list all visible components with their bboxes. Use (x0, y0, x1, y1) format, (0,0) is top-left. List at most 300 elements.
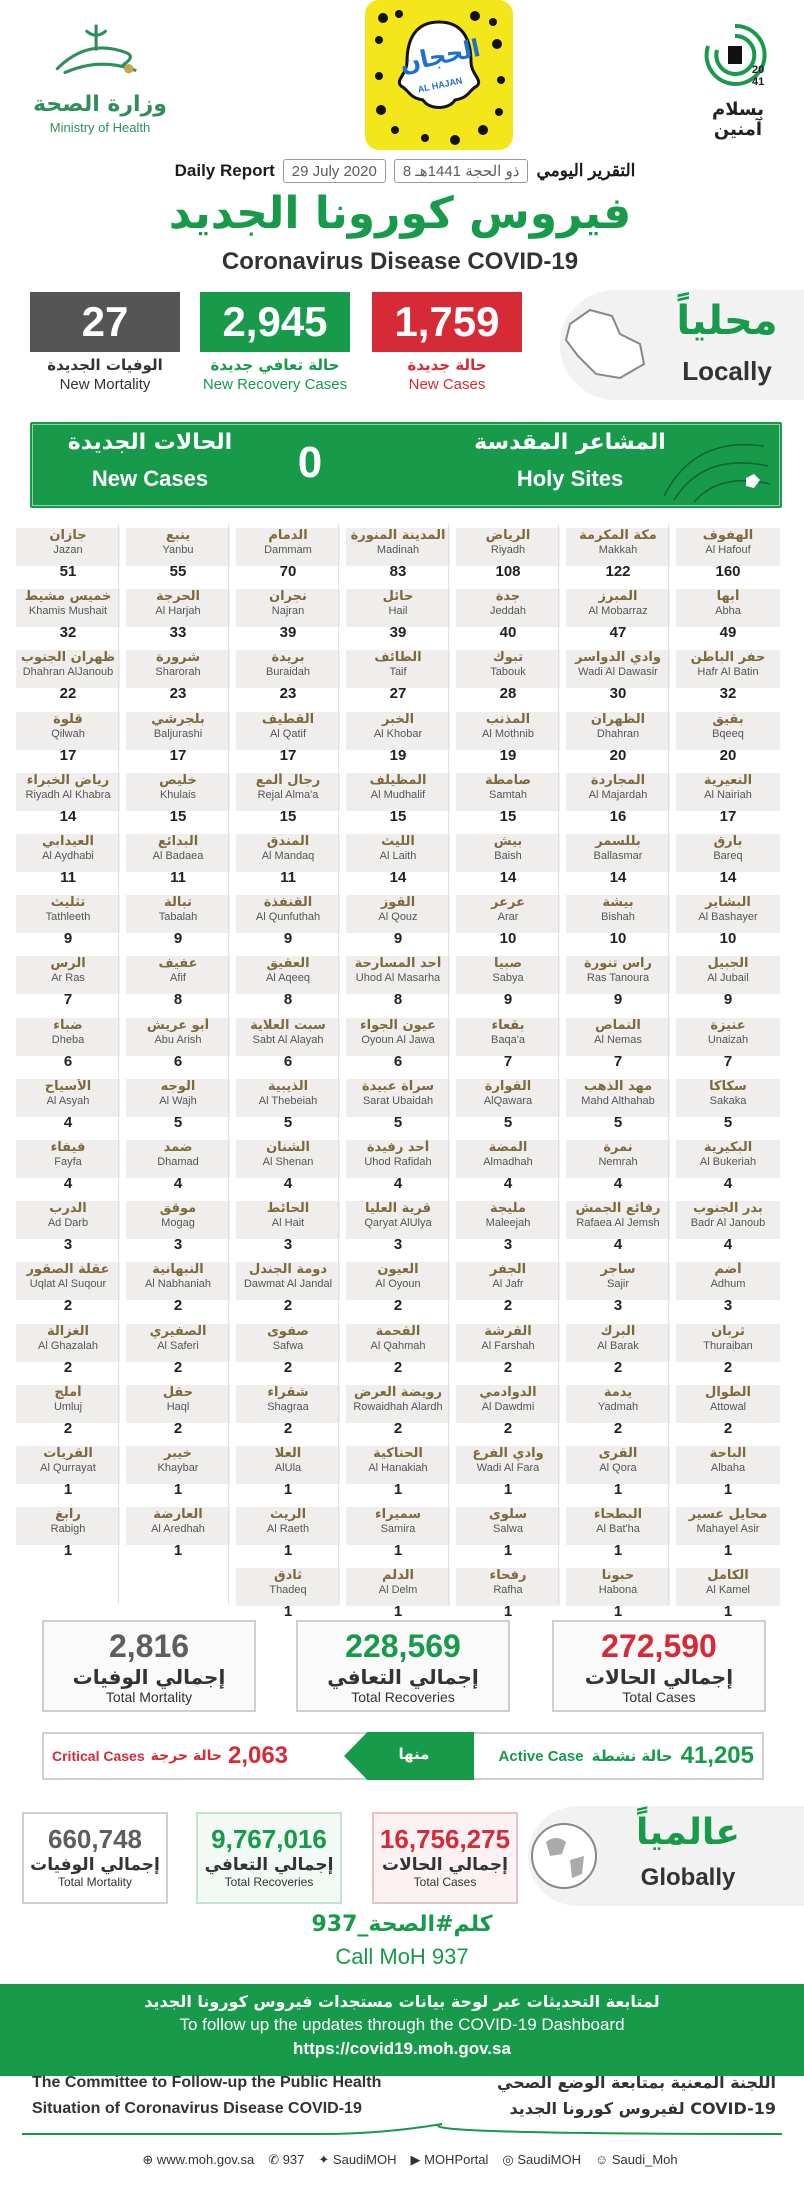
city-name-en: AlUla (274, 1462, 302, 1474)
city-case-count: 1 (393, 1542, 403, 1560)
city-case-count: 70 (279, 563, 297, 580)
city-cell-text (456, 1201, 560, 1254)
city-case-count: 1 (63, 1481, 73, 1498)
city-name-ar: بيش (493, 834, 523, 849)
city-name-ar: سكاكا (709, 1078, 747, 1094)
city-cell (16, 589, 120, 642)
city-case-count: 39 (279, 624, 297, 642)
city-name-en: Mahd Althahab (581, 1094, 655, 1107)
city-case-count: 14 (609, 869, 627, 886)
city-name-en: Al Hafouf (705, 544, 751, 556)
global-cases-en: Total Cases (413, 1875, 477, 1889)
city-cell (676, 773, 780, 826)
city-cell (16, 1446, 120, 1499)
city-cell-text (126, 1140, 230, 1193)
link-instagram[interactable]: ◎ SaudiMOH (502, 2152, 581, 2167)
city-name-ar: سراة عبيدة (361, 1078, 435, 1094)
city-name-en: Dhahran (596, 727, 640, 740)
city-name-ar: الظهران (590, 711, 646, 727)
city-case-count: 9 (613, 991, 623, 1009)
city-cell (456, 1385, 560, 1438)
moh-name-ar: وزارة الصحة (33, 92, 167, 117)
city-case-count: 47 (609, 624, 627, 642)
city-name-en: Al Qatif (269, 727, 307, 740)
city-name-en: Haql (166, 1400, 190, 1413)
city-case-count: 1 (393, 1603, 403, 1621)
total-mortality-en: Total Mortality (105, 1689, 193, 1705)
city-cell-text (236, 528, 340, 581)
city-cell-text (676, 1324, 780, 1377)
city-case-count: 2 (393, 1358, 403, 1376)
city-cell-text (456, 1079, 560, 1132)
city-cell-text (566, 956, 670, 1009)
city-cell-text (456, 1385, 560, 1438)
city-cell (346, 589, 450, 642)
city-name-ar: الباحة (709, 1446, 747, 1461)
city-cell-text (126, 528, 230, 581)
city-name-en: Salwa (493, 1523, 523, 1536)
city-name-ar: موقق (159, 1201, 197, 1217)
city-cell-text (346, 1324, 450, 1377)
city-case-count: 5 (613, 1113, 623, 1131)
city-name-en: Al Harjah (155, 605, 201, 618)
city-name-en: Al Khobar (373, 727, 423, 740)
city-name-en: Al Mobarraz (588, 605, 648, 618)
city-name-ar: ضباء (53, 1017, 83, 1033)
city-cell (676, 1262, 780, 1315)
city-name-ar: بيشة (602, 895, 634, 911)
city-cell (456, 834, 560, 887)
city-cell (236, 1568, 340, 1621)
city-case-count: 10 (499, 930, 517, 948)
city-cell (126, 1079, 230, 1132)
city-name-ar: المضة (488, 1140, 528, 1155)
city-name-en: Adhum (710, 1278, 746, 1291)
city-cell (16, 1140, 120, 1193)
city-name-ar: أحد رفيدة (366, 1140, 430, 1155)
city-name-ar: الحائط (266, 1201, 310, 1217)
city-case-count: 1 (173, 1542, 183, 1560)
city-case-count: 4 (63, 1113, 73, 1131)
city-cell-text (346, 956, 450, 1009)
global-mortality-en: Total Mortality (57, 1875, 133, 1889)
city-case-count: 83 (389, 563, 407, 580)
city-case-count: 14 (389, 869, 407, 886)
city-case-count: 20 (719, 746, 737, 764)
city-name-ar: رفائع الجمش (575, 1201, 661, 1217)
city-name-en: Tabouk (490, 666, 526, 679)
city-cell-text (16, 1324, 120, 1377)
city-cell (676, 1507, 780, 1560)
city-name-ar: جازان (49, 528, 87, 543)
city-cell-text (456, 1262, 560, 1315)
city-cell (16, 1324, 120, 1377)
city-name-ar: الغزالة (47, 1323, 89, 1339)
city-cell (566, 956, 670, 1009)
city-name-ar: عقلة الصقور (26, 1262, 110, 1278)
city-name-en: Qaryat AlUlya (364, 1217, 432, 1230)
city-case-count: 1 (393, 1481, 403, 1498)
city-case-count: 1 (613, 1481, 623, 1498)
city-case-count: 19 (499, 746, 517, 764)
city-cell (566, 650, 670, 703)
city-case-count: 19 (389, 746, 407, 764)
city-name-ar: وادي الفرع (472, 1446, 544, 1461)
city-cell (346, 1568, 450, 1621)
new-mortality-value: 27 (30, 292, 180, 352)
city-cell (456, 1018, 560, 1071)
city-cell-text (566, 589, 670, 642)
city-cell (676, 650, 780, 703)
city-cell (236, 773, 340, 826)
city-cell (456, 1324, 560, 1377)
city-name-en: Al Jafr (492, 1278, 524, 1291)
holy-sites-value: 0 (297, 438, 323, 487)
city-cell-text (16, 956, 120, 1009)
city-name-ar: البدائع (157, 834, 199, 849)
city-case-count: 11 (170, 869, 186, 886)
city-name-en: Madinah (376, 544, 420, 556)
city-case-count: 2 (723, 1358, 733, 1376)
city-case-count: 4 (503, 1175, 513, 1192)
city-name-en: Al Qurrayat (40, 1462, 96, 1474)
city-case-count: 2 (503, 1419, 513, 1437)
city-name-ar: بريدة (271, 650, 305, 666)
global-cases-card (372, 1812, 518, 1904)
dashboard-link[interactable]: https://covid19.moh.gov.sa (293, 2039, 511, 2058)
city-name-ar: القرشة (484, 1323, 532, 1339)
city-name-ar: مهد الذهب (583, 1078, 653, 1094)
city-name-en: Al Ghazalah (38, 1339, 98, 1352)
city-name-en: Jazan (53, 544, 83, 556)
daily-report-en: Daily Report (174, 161, 275, 180)
city-name-ar: دومة الجندل (248, 1262, 327, 1278)
link-twitter-label: SaudiMOH (332, 2152, 397, 2167)
city-cell-text (346, 712, 450, 765)
city-cell (676, 1385, 780, 1438)
city-name-en: Mahayel Asir (696, 1523, 760, 1536)
city-name-ar: صبيا (493, 956, 523, 972)
city-cell-text (676, 895, 780, 948)
active-critical-bar (42, 1732, 764, 1780)
city-cell-text (16, 1446, 120, 1499)
city-case-count: 1 (283, 1481, 293, 1498)
city-name-en: Bishah (601, 911, 635, 924)
footer-divider (22, 2120, 782, 2140)
city-cell (126, 712, 230, 765)
city-cell-text (456, 1140, 560, 1193)
city-name-en: Al Wajh (159, 1094, 197, 1107)
active-cases-section (454, 1734, 762, 1778)
city-name-ar: ينبع (165, 528, 191, 543)
city-name-en: Mogag (161, 1217, 195, 1230)
city-name-ar: الدمام (268, 528, 308, 543)
daily-report-ar: التقرير اليومي (536, 161, 636, 180)
city-case-count: 7 (723, 1052, 733, 1070)
city-name-en: Taif (389, 666, 407, 679)
city-cell (236, 1446, 340, 1499)
city-cell (676, 895, 780, 948)
link-phone[interactable]: ✆ 937 (268, 2152, 305, 2167)
city-case-count: 27 (389, 685, 407, 703)
city-case-count: 10 (609, 930, 627, 948)
global-recoveries-ar: إجمالي التعافي (204, 1855, 334, 1875)
city-cell-text (566, 1018, 670, 1071)
city-case-count: 2 (613, 1358, 623, 1376)
city-name-ar: الدلم (382, 1568, 414, 1584)
city-cell (346, 895, 450, 948)
city-cell-text (126, 650, 230, 703)
city-name-en: Ras Tanoura (586, 972, 650, 985)
city-cell-text (456, 1507, 560, 1560)
city-name-ar: القحمة (375, 1323, 421, 1339)
city-cell (346, 1201, 450, 1254)
city-case-count: 9 (723, 991, 733, 1009)
link-snapchat[interactable]: ☺ Saudi_Moh (594, 2152, 678, 2167)
city-case-count: 9 (63, 930, 73, 948)
city-cell-text (126, 1018, 230, 1071)
city-cell-text (566, 712, 670, 765)
total-cases-value: 272,590 (601, 1628, 717, 1664)
city-name-en: Dammam (264, 544, 312, 556)
footer-links (120, 2152, 700, 2168)
city-cell (456, 1079, 560, 1132)
link-twitter[interactable]: ✦ SaudiMOH (318, 2152, 397, 2167)
city-cell-text (676, 712, 780, 765)
link-website[interactable]: ⊕ www.moh.gov.sa (142, 2152, 255, 2167)
city-case-count: 3 (503, 1236, 513, 1254)
city-cell-text (346, 1201, 450, 1254)
city-case-count: 20 (609, 746, 627, 764)
city-name-ar: صفوى (267, 1323, 309, 1339)
city-cell-text (126, 956, 230, 1009)
city-case-count: 17 (169, 746, 187, 764)
city-name-en: Al Hait (271, 1217, 305, 1230)
city-case-count: 1 (503, 1542, 513, 1560)
city-name-ar: البطحاء (593, 1507, 643, 1523)
city-case-count: 30 (609, 685, 627, 703)
city-name-en: Hail (388, 605, 408, 618)
city-cell-text (346, 1140, 450, 1193)
city-case-count: 122 (605, 563, 631, 580)
city-name-en: Al Majardah (588, 788, 648, 801)
city-case-count: 3 (63, 1236, 73, 1254)
city-cell (126, 528, 230, 581)
grid-divider (448, 524, 449, 1604)
city-name-ar: المجاردة (590, 772, 646, 788)
city-case-count: 7 (503, 1052, 513, 1070)
city-case-count: 14 (719, 869, 737, 886)
city-cell-text (456, 712, 560, 765)
city-name-ar: المدينة المنورة (350, 528, 446, 543)
globally-panel (528, 1806, 804, 1906)
city-name-ar: الذيبية (267, 1078, 309, 1094)
city-name-ar: رياض الخبراء (26, 772, 110, 788)
city-cell-text (236, 1018, 340, 1071)
city-name-ar: تبالة (164, 895, 192, 911)
city-cell (566, 1018, 670, 1071)
city-case-count: 4 (173, 1175, 183, 1192)
city-cell-text (676, 1201, 780, 1254)
city-cell (16, 956, 120, 1009)
city-name-ar: البرك (600, 1323, 636, 1339)
city-name-ar: الهفوف (702, 528, 754, 543)
city-case-count: 2 (63, 1419, 73, 1437)
city-case-count: 1 (173, 1481, 183, 1498)
link-youtube[interactable]: ▶ MOHPortal (410, 2152, 489, 2167)
link-youtube-label: MOHPortal (424, 2152, 489, 2167)
city-case-count: 7 (613, 1052, 623, 1070)
city-name-ar: بللسمر (595, 834, 641, 849)
city-name-en: Fayfa (54, 1156, 82, 1168)
city-case-count: 8 (393, 991, 403, 1009)
city-name-en: Al Dawdmi (481, 1400, 535, 1413)
city-name-ar: حقل (162, 1384, 194, 1400)
city-name-en: Al Laith (379, 850, 417, 862)
city-cell (346, 712, 450, 765)
city-name-en: Wadi Al Dawasir (578, 666, 658, 679)
city-case-count: 40 (499, 624, 517, 642)
city-cell-text (566, 773, 670, 826)
city-cell (566, 1446, 670, 1499)
city-name-en: Al Farshah (481, 1339, 535, 1352)
city-cell-text (456, 589, 560, 642)
city-cell (236, 712, 340, 765)
city-case-count: 2 (63, 1358, 73, 1376)
city-cell (236, 1079, 340, 1132)
city-cell (346, 1079, 450, 1132)
city-cell (676, 1446, 780, 1499)
total-mortality-value: 2,816 (108, 1628, 190, 1664)
city-cell-text (126, 1385, 230, 1438)
city-cell-text (346, 1507, 450, 1560)
city-case-count: 1 (613, 1542, 623, 1560)
city-case-count: 2 (393, 1297, 403, 1315)
city-cell (16, 650, 120, 703)
city-name-en: Rejal Alma'a (257, 788, 319, 801)
dashboard-ar: لمتابعة التحديثات عبر لوحة بيانات مستجدات فيروس كورونا الجديد (144, 1992, 660, 2011)
city-cell-text (676, 1385, 780, 1438)
city-cell (346, 650, 450, 703)
city-name-ar: أحد المسارحة (354, 956, 442, 972)
city-name-ar: الشنان (266, 1140, 310, 1155)
city-case-count: 2 (173, 1297, 183, 1315)
city-cell-text (346, 895, 450, 948)
city-case-count: 1 (503, 1481, 513, 1498)
city-name-en: Ar Ras (51, 972, 85, 985)
city-case-count: 4 (393, 1175, 403, 1192)
city-case-count: 2 (503, 1297, 513, 1315)
city-name-en: Baljurashi (153, 727, 203, 740)
global-recoveries-value: 9,767,016 (211, 1824, 327, 1854)
city-cell-text (236, 1385, 340, 1438)
city-name-ar: سميراء (375, 1507, 421, 1523)
city-cell-text (16, 1385, 120, 1438)
city-cell-text (16, 773, 120, 826)
city-cell (346, 773, 450, 826)
city-name-ar: حفر الباطن (690, 650, 766, 666)
city-cell-text (126, 834, 230, 887)
committee-en-1: The Committee to Follow-up the Public Health (32, 2074, 382, 2091)
city-name-ar: المبرز (598, 589, 638, 605)
city-cell-text (236, 956, 340, 1009)
city-name-en: Abu Arish (154, 1033, 202, 1046)
city-cell-text (566, 1507, 670, 1560)
city-case-count: 6 (393, 1052, 403, 1070)
city-cell (566, 773, 670, 826)
city-cell-text (456, 650, 560, 703)
city-name-en: Qilwah (51, 727, 85, 740)
city-cell-text (346, 1262, 450, 1315)
snap-sub: AL HAJAN (416, 75, 464, 95)
city-name-en: Buraidah (265, 666, 311, 679)
city-cell-text (456, 1018, 560, 1071)
city-name-en: Bqeeq (712, 727, 744, 740)
city-cell (126, 1140, 230, 1193)
total-cases-en: Total Cases (622, 1689, 696, 1705)
city-cell-text (16, 528, 120, 581)
city-cell-text (346, 834, 450, 887)
city-case-count: 33 (169, 624, 187, 642)
grid-divider (338, 524, 339, 1604)
city-cell-text (676, 1018, 780, 1071)
city-cell (236, 1385, 340, 1438)
city-name-ar: العارضة (153, 1507, 203, 1523)
city-name-en: Sabya (492, 972, 524, 985)
city-cell (676, 1201, 780, 1254)
city-cell-text (236, 1079, 340, 1132)
city-cell (676, 834, 780, 887)
city-cell (236, 1324, 340, 1377)
city-cell-text (346, 773, 450, 826)
city-cell (236, 1507, 340, 1560)
city-cell-text (236, 1446, 340, 1499)
city-cell-text (236, 834, 340, 887)
active-of-label: منها (398, 1745, 430, 1763)
city-cell (566, 528, 670, 581)
city-cell (236, 956, 340, 1009)
city-cell-text (16, 1018, 120, 1071)
city-cell-text (126, 1507, 230, 1560)
city-name-ar: الطوال (705, 1384, 751, 1400)
date-hijri: 8 ذو الحجة 1441هـ (394, 159, 529, 183)
city-case-count: 3 (613, 1297, 623, 1315)
city-name-en: Al Kamel (705, 1584, 751, 1597)
city-name-en: Al Jubail (707, 972, 749, 985)
city-cell-text (126, 1262, 230, 1315)
city-name-en: Al Aydhabi (42, 850, 94, 862)
city-name-ar: الطائف (374, 650, 422, 666)
city-name-ar: النماص (595, 1017, 641, 1033)
city-name-en: Thuraiban (703, 1339, 753, 1352)
city-name-en: Riyadh (490, 544, 526, 556)
city-case-count: 14 (499, 869, 517, 886)
city-cell-text (566, 1262, 670, 1315)
city-case-count: 9 (283, 930, 293, 948)
city-name-en: Samira (380, 1523, 416, 1536)
city-name-en: Riyadh Al Khabra (25, 788, 111, 801)
city-name-en: Makkah (598, 544, 638, 556)
city-name-en: Hafr Al Batin (697, 666, 759, 679)
city-case-count: 5 (283, 1113, 293, 1131)
city-name-en: Al Qunfuthah (255, 911, 321, 924)
city-case-count: 7 (63, 991, 73, 1009)
city-cell-text (566, 1201, 670, 1254)
city-name-ar: القوز (380, 895, 416, 911)
city-name-en: Al Nemas (594, 1033, 642, 1046)
city-name-ar: الحرجة (155, 589, 201, 605)
city-name-en: Al Delm (378, 1584, 418, 1597)
